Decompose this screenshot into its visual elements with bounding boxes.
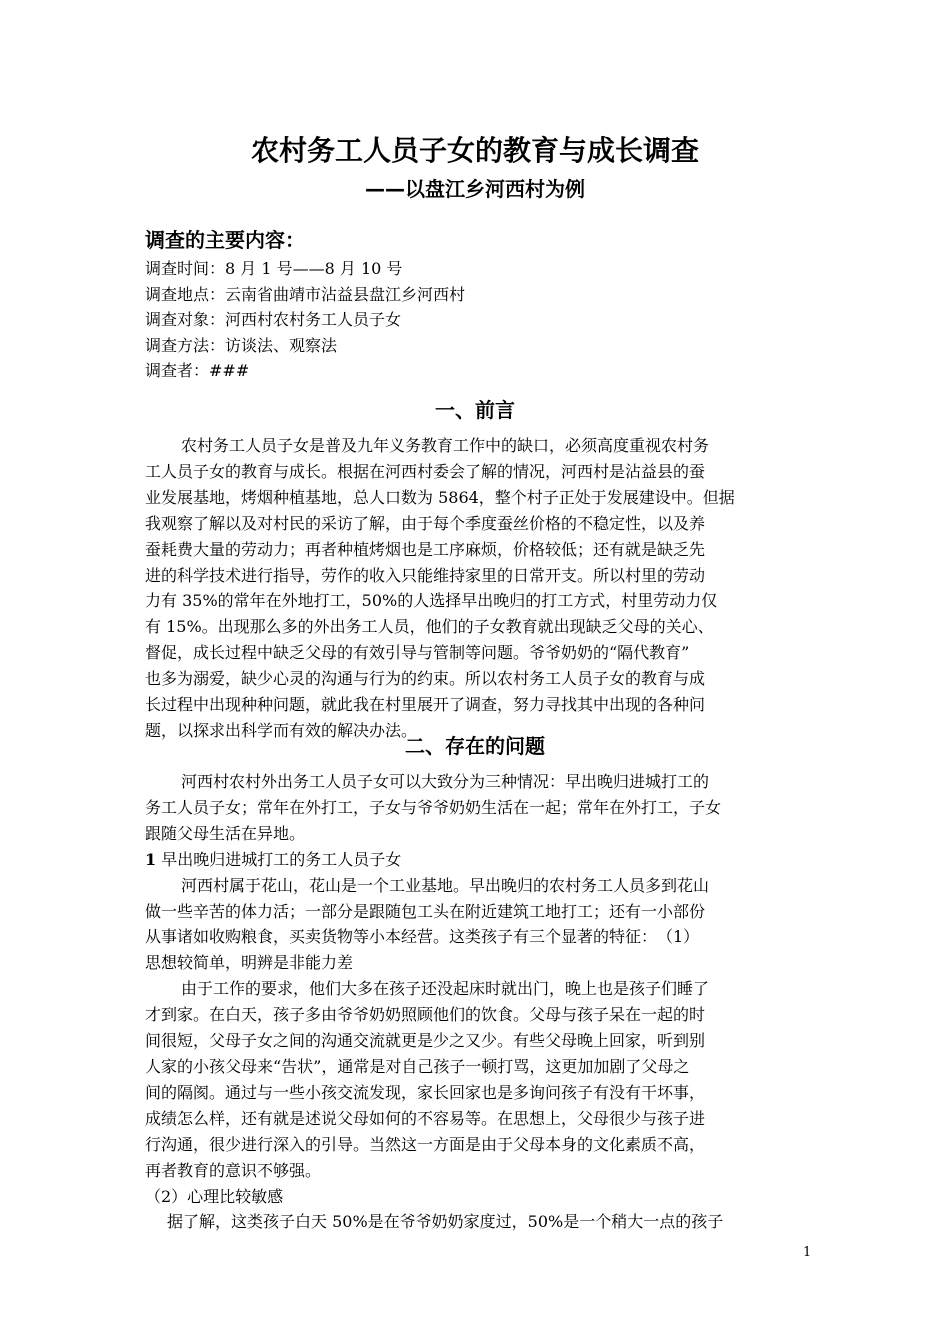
paragraph-line: 工人员子女的教育与成长。根据在河西村委会了解的情况，河西村是沾益县的蚕 — [145, 461, 706, 481]
subsection-heading — [145, 847, 810, 873]
paragraph-line: 间的隔阂。通过与一些小孩交流发现，家长回家也是多询问孩子有没有干坏事， — [145, 1082, 706, 1102]
paragraph-line: 人家的小孩父母来“告状”，通常是对自己孩子一顿打骂，这更加加剧了父母之 — [145, 1056, 690, 1076]
paragraph-line: 从事诸如收购粮食，买卖货物等小本经营。这类孩子有三个显著的特征： （1） — [145, 927, 700, 947]
paragraph-line: 题，以探求出科学而有效的解决办法。 — [145, 720, 418, 740]
paragraph-line: 进的科学技术进行指导，劳作的收入只能维持家里的日常开支。所以村里的劳动 — [145, 565, 706, 585]
paragraph-line: 思想较简单，明辨是非能力差 — [145, 953, 354, 973]
paragraph-line: 跟随父母生活在异地。 — [145, 823, 306, 843]
paragraph-line: 才到家。在白天，孩子多由爷爷奶奶照顾他们的饮食。父母与孩子呆在一起的时 — [145, 1005, 706, 1025]
paragraph-line: 再者教育的意识不够强。 — [145, 1160, 322, 1180]
paragraph-line: 由于工作的要求，他们大多在孩子还没起床时就出门，晚上也是孩子们睡了 — [181, 979, 710, 999]
surveyor: 调查者：### — [145, 361, 250, 380]
main-content-heading: 调查的主要内容： — [145, 228, 305, 252]
paragraph-line: 我观察了解以及对村民的采访了解，由于每个季度蚕丝价格的不稳定性，以及养 — [145, 513, 706, 533]
survey-method: 调查方法：访谈法、观察法 — [145, 335, 338, 355]
paragraph-line: 成绩怎么样，还有就是述说父母如何的不容易等。在思想上，父母很少与孩子进 — [145, 1108, 706, 1128]
paragraph-line: 蚕耗费大量的劳动力；再者种植烤烟也是工序麻烦，价格较低；还有就是缺乏先 — [145, 539, 706, 559]
page-number: 1 — [803, 1245, 812, 1260]
section-heading-preface: 一、前言 — [435, 398, 515, 422]
paragraph-line: 河西村属于花山，花山是一个工业基地。早出晚归的农村务工人员多到花山 — [181, 875, 710, 895]
paragraph-line: 业发展基地，烤烟种植基地，总人口数为 5864，整个村子正处于发展建设中。但据 — [145, 487, 735, 507]
paragraph-line: 务工人员子女；常年在外打工，子女与爷爷奶奶生活在一起；常年在外打工，子女 — [145, 797, 722, 817]
paragraph-line: 督促，成长过程中缺乏父母的有效引导与管制等问题。爷爷奶奶的“隔代教育” — [145, 643, 690, 663]
problems-intro-paragraph — [145, 769, 810, 1235]
subsection-number: 1 — [145, 849, 157, 869]
survey-location: 调查地点：云南省曲靖市沾益县盘江乡河西村 — [145, 284, 466, 304]
document-subtitle: ——以盘江乡河西村为例 — [365, 177, 585, 201]
paragraph-line: 间很短，父母子女之间的沟通交流就更是少之又少。有些父母晚上回家，听到别 — [145, 1031, 706, 1051]
paragraph-line: 有 15%。出现那么多的外出务工人员，他们的子女教育就出现缺乏父母的关心、 — [145, 617, 714, 637]
paragraph-line: 据了解，这类孩子白天 50%是在爷爷奶奶家度过，50%是一个稍大一点的孩子 — [167, 1212, 724, 1232]
paragraph-line: 行沟通，很少进行深入的引导。当然这一方面是由于父母本身的文化素质不高， — [145, 1134, 706, 1154]
document-title: 农村务工人员子女的教育与成长调查 — [250, 134, 699, 167]
section-heading-problems: 二、存在的问题 — [405, 734, 545, 758]
preface-paragraph — [145, 433, 810, 744]
paragraph-line: 也多为溺爱，缺少心灵的沟通与行为的约束。所以农村务工人员子女的教育与成 — [145, 669, 706, 689]
survey-time: 调查时间：8 月 1 号——8 月 10 号 — [145, 259, 403, 278]
point-2-label: （2）心理比较敏感 — [145, 1186, 284, 1206]
survey-meta-list — [145, 256, 465, 384]
paragraph-line: 力有 35%的常年在外地打工，50%的人选择早出晚归的打工方式，村里劳动力仅 — [145, 591, 718, 611]
paragraph-line: 河西村农村外出务工人员子女可以大致分为三种情况：早出晚归进城打工的 — [181, 772, 710, 791]
survey-subject: 调查对象：河西村农村务工人员子女 — [145, 310, 402, 329]
paragraph-line: 做一些辛苦的体力活；一部分是跟随包工头在附近建筑工地打工；还有一小部份 — [145, 901, 706, 921]
paragraph-line: 长过程中出现种种问题，就此我在村里展开了调查，努力寻找其中出现的各种问 — [145, 695, 706, 715]
subsection-title: 早出晚归进城打工的务工人员子女 — [156, 849, 402, 869]
paragraph-line: 农村务工人员子女是普及九年义务教育工作中的缺口，必须高度重视农村务 — [181, 436, 710, 455]
